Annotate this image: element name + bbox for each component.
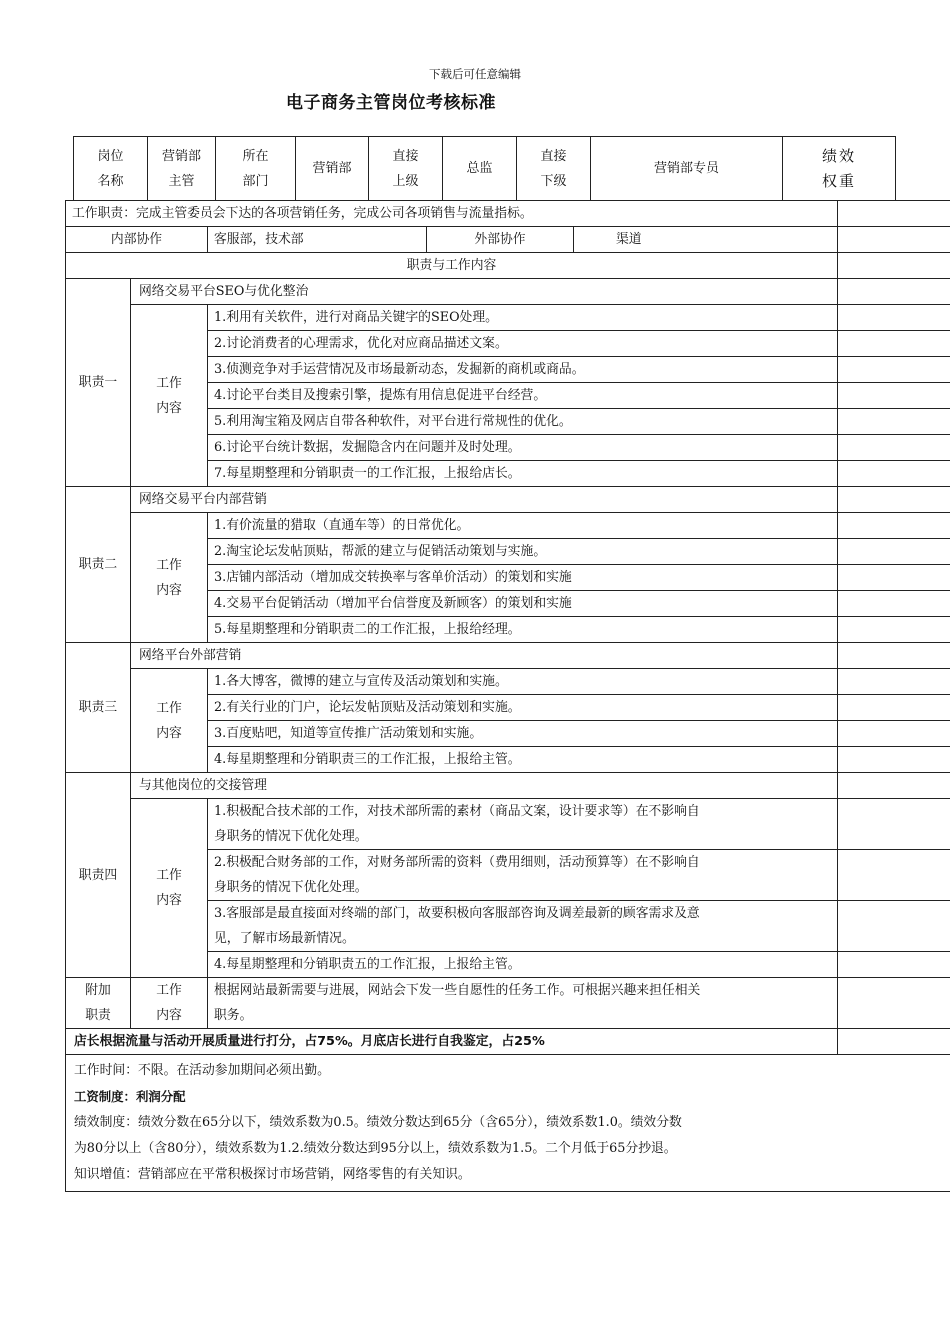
duty-3-label: 职责三 [66,643,131,773]
duty-item: 1.利用有关软件，进行对商品关键字的SEO处理。 [208,305,838,331]
direct-superior-value: 总监 [443,137,517,201]
weight-cell [838,227,950,253]
weight-cell [838,1029,950,1055]
weight-cell [838,357,950,383]
top-note: 下载后可任意编辑 [429,67,521,81]
duty-item: 7.每星期整理和分销职责一的工作汇报，上报给店长。 [208,461,838,487]
job-duty-text: 工作职责：完成主管委员会下达的各项营销任务，完成公司各项销售与流量指标。 [66,201,838,227]
duty-item: 4.每星期整理和分销职责三的工作汇报，上报给主管。 [208,747,838,773]
duty-item: 3.客服部是最直接面对终端的部门，故要积极向客服部咨询及调差最新的顾客需求及意 见，了解市场最新情况。 [208,901,838,952]
weight-cell [838,591,950,617]
duty-1-heading: 网络交易平台SEO与优化整治 [131,279,838,305]
duty-item: 6.讨论平台统计数据，发掘隐含内在问题并及时处理。 [208,435,838,461]
post-name-label: 岗位 名称 [74,137,148,201]
duty-item: 2.积极配合财务部的工作，对财务部所需的资料（费用细则，活动预算等）在不影响自 身职务的情况下优化处理。 [208,850,838,901]
collab-row [66,227,950,253]
scoring-note: 店长根据流量与活动开展质量进行打分，占75%。月底店长进行自我鉴定，占25% [66,1029,838,1055]
duty-2-label: 职责二 [66,487,131,643]
work-content-label: 工作 内容 [131,799,208,978]
weight-cell [838,305,950,331]
section-title: 职责与工作内容 [66,253,838,279]
knowledge-growth: 知识增值：营销部应在平常积极探讨市场营销，网络零售的有关知识。 [74,1167,471,1182]
duty-item: 2.有关行业的门户，论坛发帖顶贴及活动策划和实施。 [208,695,838,721]
performance-system-line-1: 绩效制度：绩效分数在65分以下，绩效系数为0.5。绩效分数达到65分（含65分），绩效系数1.0。绩效分数 [74,1115,682,1130]
weight-cell [838,513,950,539]
post-name-value: 营销部 主管 [148,137,216,201]
weight-cell [838,799,950,850]
weight-cell [838,253,950,279]
duty-item: 3.店铺内部活动（增加成交转换率与客单价活动）的策划和实施 [208,565,838,591]
weight-cell [838,669,950,695]
weight-cell [838,487,950,513]
duty-item: 2.讨论消费者的心理需求，优化对应商品描述文案。 [208,331,838,357]
work-content-label: 工作 内容 [131,978,208,1029]
extra-duty-label: 附加 职责 [66,978,131,1029]
weight-cell [838,952,950,978]
weight-cell [838,565,950,591]
weight-cell [838,409,950,435]
duty-4-label: 职责四 [66,773,131,978]
weight-cell [838,279,950,305]
weight-cell [838,901,950,952]
weight-cell [838,617,950,643]
department-label: 所在 部门 [216,137,296,201]
weight-cell [838,773,950,799]
page-title: 电子商务主管岗位考核标准 [286,93,496,113]
footer-block [66,1055,950,1192]
work-content-label: 工作 内容 [131,513,208,643]
direct-subordinate-value: 营销部专员 [591,137,783,201]
extra-duty-content: 根据网站最新需要与进展，网站会下发一些自愿性的任务工作。可根据兴趣来担任相关 职务。 [208,978,838,1029]
duty-row [66,201,950,227]
weight-cell [838,461,950,487]
weight-cell [838,435,950,461]
duty-item: 3.侦测竞争对手运营情况及市场最新动态，发掘新的商机或商品。 [208,357,838,383]
duty-item: 2.淘宝论坛发帖顶贴，帮派的建立与促销活动策划与实施。 [208,539,838,565]
duty-3-heading: 网络平台外部营销 [131,643,838,669]
duty-item: 1.积极配合技术部的工作，对技术部所需的素材（商品文案，设计要求等）在不影响自 身职务的情况下优化处理。 [208,799,838,850]
weight-cell [838,850,950,901]
duty-item: 5.利用淘宝箱及网店自带各种软件，对平台进行常规性的优化。 [208,409,838,435]
duty-item: 4.讨论平台类目及搜索引擎，提炼有用信息促进平台经营。 [208,383,838,409]
performance-system-line-2: 为80分以上（含80分），绩效系数为1.2.绩效分数达到95分以上，绩效系数为1.5。二个月低于65分抄退。 [74,1141,677,1156]
internal-collab-value: 客服部，技术部 [208,227,427,253]
salary-system: 工资制度：利润分配 [74,1089,186,1104]
weight-cell [838,331,950,357]
duty-item: 4.每星期整理和分销职责五的工作汇报，上报给主管。 [208,952,838,978]
external-collab-value: 渠道 [574,227,838,253]
duty-item: 1.各大博客，微博的建立与宣传及活动策划和实施。 [208,669,838,695]
duty-2-heading: 网络交易平台内部营销 [131,487,838,513]
duty-item: 5.每星期整理和分销职责二的工作汇报，上报给经理。 [208,617,838,643]
duty-item: 3.百度贴吧，知道等宣传推广活动策划和实施。 [208,721,838,747]
performance-weight-label: 绩效 权重 [783,137,896,201]
direct-superior-label: 直接 上级 [369,137,443,201]
weight-cell [838,201,950,227]
duty-item: 4.交易平台促销活动（增加平台信誉度及新顾客）的策划和实施 [208,591,838,617]
internal-collab-label: 内部协作 [66,227,208,253]
external-collab-label: 外部协作 [427,227,574,253]
work-content-label: 工作 内容 [131,305,208,487]
weight-cell [838,721,950,747]
department-value: 营销部 [296,137,369,201]
header-table [73,136,896,201]
duty-item: 1.有价流量的猎取（直通车等）的日常优化。 [208,513,838,539]
direct-subordinate-label: 直接 下级 [517,137,591,201]
weight-cell [838,383,950,409]
work-time: 工作时间：不限。在活动参加期间必须出勤。 [74,1063,330,1078]
weight-cell [838,747,950,773]
duty-4-heading: 与其他岗位的交接管理 [131,773,838,799]
weight-cell [838,978,950,1029]
duties-table [65,200,950,1192]
duty-1-label: 职责一 [66,279,131,487]
weight-cell [838,643,950,669]
weight-cell [838,695,950,721]
weight-cell [838,539,950,565]
work-content-label: 工作 内容 [131,669,208,773]
